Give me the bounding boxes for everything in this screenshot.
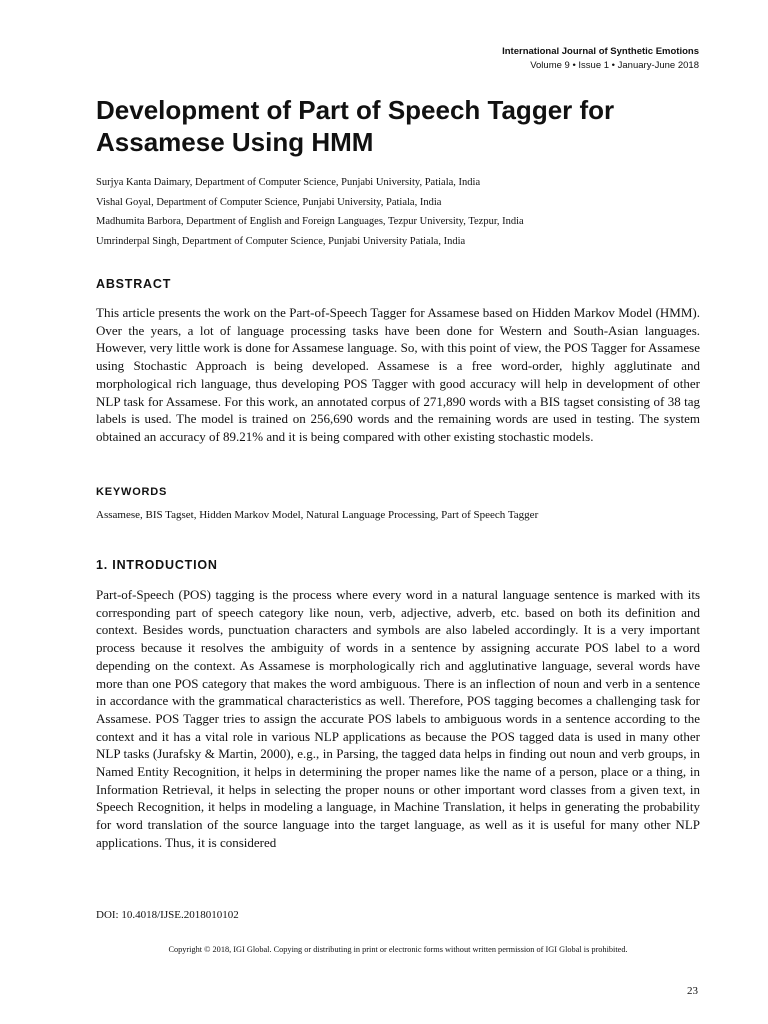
introduction-heading: 1. INTRODUCTION — [96, 558, 218, 572]
copyright-notice: Copyright © 2018, IGI Global. Copying or distributing in print or electronic forms without written permission of IGI Global is prohibited. — [168, 945, 628, 954]
page-number: 23 — [687, 985, 698, 997]
introduction-text: Part-of-Speech (POS) tagging is the process where every word in a natural language sentence is marked with its corresponding part of speech category like noun, verb, adjective, adverb, etc. based on both its definition and context. Besides words, punctuation characters and symbols are also labeled accordingly. It is a very important process because it resolves the ambiguity of words in a sentence by assigning accurate POS label to a word depending on the context. As Assamese is morphologically rich and agglutinative language, several words have more than one POS category that makes the word ambiguous. There is an inflection of noun and verb in a sentence in accordance with the grammatical characteristics as well. Therefore, POS tagging becomes a challenging task for Assamese. POS Tagger tries to assign the accurate POS labels to ambiguous words in a sentence according to the context and it has a vital role in various NLP applications as because the POS tagged data is used in many other NLP tasks (Jurafsky & Martin, 2000), e.g., in Parsing, the tagged data helps in finding out noun and verb groups, in Named Entity Recognition, it helps in determining the proper names like the name of a person, place or a thing, in Information Retrieval, it helps in selecting the proper nouns or other important word classes from a given text, in Speech Recognition, it helps in modeling a language, in Machine Translation, it helps in generating the probability for word translation of the source language into the target language, as well as it is useful for many other NLP applications. Thus, it is considered — [96, 587, 700, 850]
abstract-text: This article presents the work on the Part-of-Speech Tagger for Assamese based on Hidden Markov Model (HMM). Over the years, a lot of language processing tasks have been done for Western and South-Asian languages. However, very little work is done for Assamese language. So, with this point of view, the POS Tagger for Assamese using Stochastic Approach is being developed. Assamese is a free word-order, highly agglutinate and morphological rich language, thus developing POS Tagger with good accuracy will help in development of other NLP task for Assamese. For this work, an annotated corpus of 271,890 words with a BIS tagset consisting of 38 tag labels is used. The model is trained on 256,690 words and the remaining words are used in testing. The system obtained an accuracy of 89.21% and it is being compared with other existing stochastic models. — [96, 305, 700, 444]
issue-info: Volume 9 • Issue 1 • January-June 2018 — [530, 60, 699, 71]
abstract-heading: ABSTRACT — [96, 277, 172, 291]
author-affiliation: Surjya Kanta Daimary, Department of Computer Science, Punjabi University, Patiala, India — [96, 177, 481, 188]
author-affiliation: Umrinderpal Singh, Department of Computer Science, Punjabi University Patiala, India — [96, 235, 466, 247]
keywords-text: Assamese, BIS Tagset, Hidden Markov Model, Natural Language Processing, Part of Speech Tagger — [96, 509, 539, 521]
journal-name: International Journal of Synthetic Emotions — [502, 46, 699, 57]
keywords-heading: KEYWORDS — [96, 486, 168, 498]
doi[interactable]: DOI: 10.4018/IJSE.2018010102 — [96, 909, 239, 921]
journal-header — [502, 45, 699, 73]
author-affiliation: Vishal Goyal, Department of Computer Science, Punjabi University, Patiala, India — [96, 196, 442, 208]
paper-title: Development of Part of Speech Tagger for Assamese Using HMM — [96, 95, 615, 157]
author-affiliation: Madhumita Barbora, Department of English and Foreign Languages, Tezpur University, Tezpur, India — [96, 216, 524, 227]
author-list — [96, 173, 696, 251]
